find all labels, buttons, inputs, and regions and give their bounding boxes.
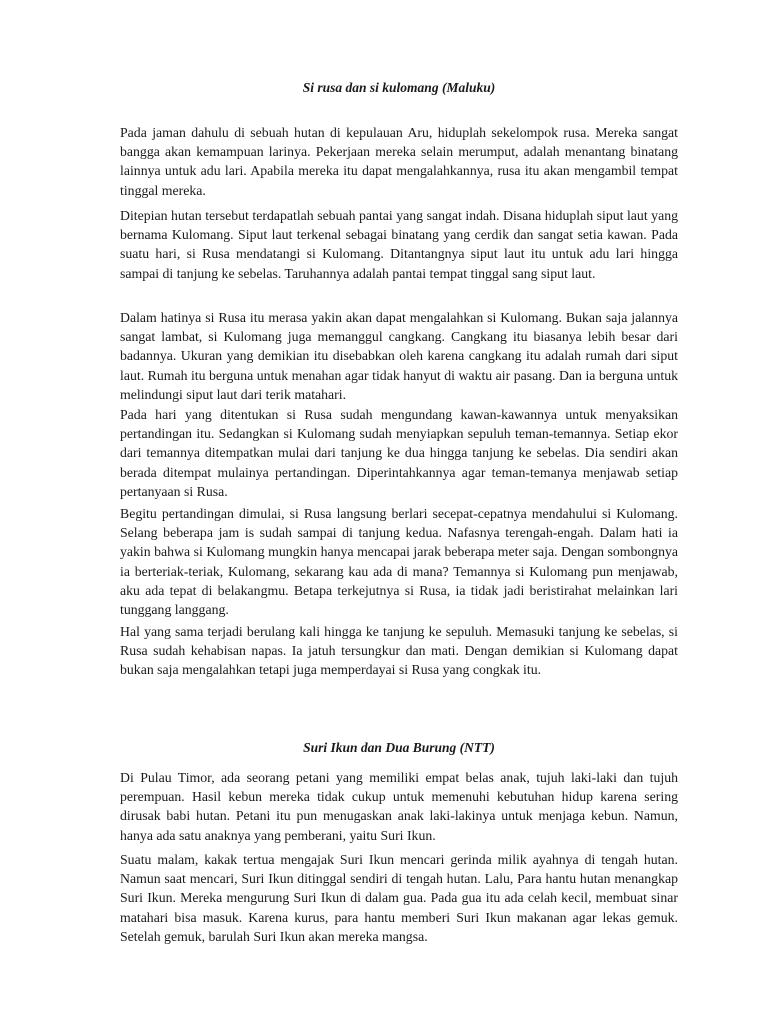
story1-paragraph-1: Pada jaman dahulu di sebuah hutan di kepulauan Aru, hiduplah sekelompok rusa. Mereka sangat bangga akan kemampuan larinya. Pekerjaan mereka selain merumput, adalah menantang binatang lainnya untuk adu lari. Apabila mereka itu dapat mengalahkannya, rusa itu akan mengambil tempat tinggal mereka. (120, 125, 678, 198)
story1-paragraph-6: Hal yang sama terjadi berulang kali hingga ke tanjung ke sepuluh. Memasuki tanjung ke sebelas, si Rusa sudah kehabisan napas. Ia jatuh tersungkur dan mati. Dengan demikian si Kulomang dapat bukan saja mengalahkan tetapi juga memperdayai si Rusa yang congkak itu. (120, 624, 678, 678)
story1-paragraph-3: Dalam hatinya si Rusa itu merasa yakin akan dapat mengalahkan si Kulomang. Bukan saja jalannya sangat lambat, si Kulomang juga memanggul cangkang. Cangkang itu biasanya lebih besar dari badannya. Ukuran yang demikian itu disebabkan oleh karena cangkang itu adalah rumah dari siput laut. Rumah itu berguna untuk menahan agar tidak hanyut di waktu air pasang. Dan ia berguna untuk melindungi siput laut dari terik matahari. (120, 310, 678, 402)
story-title-suri-ikun: Suri Ikun dan Dua Burung (NTT) (303, 740, 495, 755)
story2-paragraph-2: Suatu malam, kakak tertua mengajak Suri Ikun mencari gerinda milik ayahnya di tengah hutan. Namun saat mencari, Suri Ikun ditinggal sendiri di tengah hutan. Lalu, Para hantu hutan menangkap Suri Ikun. Mereka mengurung Suri Ikun di dalam gua. Pada gua itu ada celah kecil, membuat sinar matahari bisa masuk. Karena kurus, para hantu memberi Suri Ikun makanan agar lekas gemuk. Setelah gemuk, barulah Suri Ikun akan mereka mangsa. (120, 852, 678, 944)
story1-paragraph-4: Pada hari yang ditentukan si Rusa sudah mengundang kawan-kawannya untuk menyaksikan pertandingan itu. Sedangkan si Kulomang sudah menyiapkan sepuluh teman-temannya. Setiap ekor dari temannya ditempatkan mulai dari tanjung ke dua hingga tanjung ke sebelas. Dia sendiri akan berada ditempat mulainya pertandingan. Diperintahkannya agar teman-temanya menjawab setiap pertanyaan si Rusa. (120, 407, 678, 499)
story1-paragraph-5: Begitu pertandingan dimulai, si Rusa langsung berlari secepat-cepatnya mendahului si Kulomang. Selang beberapa jam is sudah sampai di tanjung kedua. Nafasnya terengah-engah. Dalam hati ia yakin bahwa si Kulomang mungkin hanya mencapai jarak beberapa meter saja. Dengan sombongnya ia berteriak-teriak, Kulomang, sekarang kau ada di mana? Temannya si Kulomang pun menjawab, aku ada tepat di belakangmu. Betapa terkejutnya si Rusa, ia tidak jadi beristirahat melainkan lari tunggang langgang. (120, 506, 678, 618)
story1-paragraph-2: Ditepian hutan tersebut terdapatlah sebuah pantai yang sangat indah. Disana hiduplah siput laut yang bernama Kulomang. Siput laut terkenal sebagai binatang yang cerdik dan sangat setia kawan. Pada suatu hari, si Rusa mendatangi si Kulomang. Ditantangnya siput laut itu untuk adu lari hingga sampai di tanjung ke sebelas. Taruhannya adalah pantai tempat tinggal sang siput laut. (120, 208, 678, 281)
document-page (120, 0, 678, 1024)
story2-paragraph-1: Di Pulau Timor, ada seorang petani yang memiliki empat belas anak, tujuh laki-laki dan tujuh perempuan. Hasil kebun mereka tidak cukup untuk memenuhi kebutuhan hidup karena sering dirusak babi hutan. Petani itu pun menugaskan anak laki-lakinya untuk menjaga kebun. Namun, hanya ada satu anaknya yang pemberani, yaitu Suri Ikun. (120, 770, 678, 843)
story-title-rusa-kulomang: Si rusa dan si kulomang (Maluku) (302, 80, 496, 95)
